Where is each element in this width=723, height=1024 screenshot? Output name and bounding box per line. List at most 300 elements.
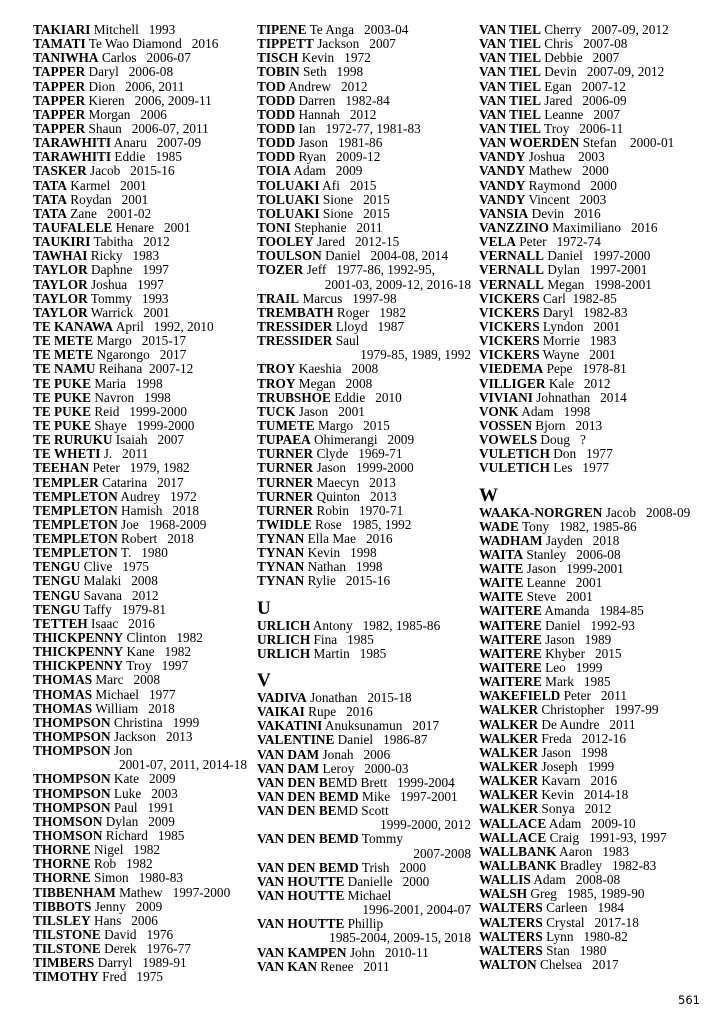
entry-surname: TE METE — [33, 333, 94, 349]
entry-details: Leanne 2001 — [523, 575, 603, 591]
index-entry — [257, 249, 479, 263]
entry-surname: VILLIGER — [479, 375, 546, 391]
entry-surname: TOULSON — [257, 248, 322, 264]
entry-surname: THICKPENNY — [33, 644, 124, 660]
entry-surname: TWIDLE — [257, 516, 312, 532]
entry-details: Darren 1982-84 — [295, 92, 390, 108]
entry-details: Richard 1985 — [102, 828, 185, 844]
index-entry — [257, 51, 479, 65]
entry-details: Kate 2009 — [110, 771, 176, 787]
entry-surname: WALKER — [479, 801, 539, 817]
entry-surname: TOOLEY — [257, 234, 314, 250]
index-entry — [257, 447, 479, 461]
entry-surname: WAAKA-NORGREN — [479, 504, 603, 520]
entry-surname: TOLUAKI — [257, 191, 320, 207]
entry-surname: VAN TIEL — [479, 106, 541, 122]
index-entry — [33, 787, 255, 801]
index-entry — [479, 221, 719, 235]
index-entry — [33, 631, 255, 645]
index-entry — [479, 249, 719, 263]
entry-surname: WAITE — [479, 575, 524, 591]
entry-details: Dylan 2009 — [102, 813, 175, 829]
entry-details: Daniel 2004-08, 2014 — [321, 248, 449, 264]
entry-surname: THORNE — [33, 870, 91, 886]
entry-details: Bjorn 2013 — [531, 417, 603, 433]
index-entry — [257, 193, 479, 207]
index-entry — [257, 80, 479, 94]
entry-details: Te Wao Diamond 2016 — [85, 36, 219, 52]
entry-surname: TREMBATH — [257, 304, 334, 320]
entry-surname: TARAWHITI — [33, 135, 112, 151]
entry-details: Daniel 1992-93 — [541, 617, 635, 633]
entry-details: Hamish 2018 — [117, 502, 199, 518]
index-entry — [479, 306, 719, 320]
entry-details: Sione 2015 — [319, 191, 390, 207]
entry-details: Kevin 1972 — [298, 50, 371, 66]
entry-surname: TAWHAI — [33, 248, 88, 264]
entry-surname: TODD — [257, 149, 296, 165]
entry-surname: TOIA — [257, 163, 291, 179]
entry-details: April 1992, 2010 — [113, 318, 214, 334]
index-entry — [33, 476, 255, 490]
entry-surname: TIPENE — [257, 22, 307, 37]
index-entry — [479, 760, 719, 774]
index-entry — [33, 603, 255, 617]
entry-surname: TYNAN — [257, 559, 305, 575]
index-entry — [257, 719, 479, 733]
entry-surname: VANZZINO — [479, 219, 549, 235]
entry-surname: WAITE — [479, 589, 524, 605]
index-entry — [479, 263, 719, 277]
index-entry — [257, 65, 479, 79]
entry-details: Joe 1968-2009 — [117, 516, 207, 532]
entry-surname: VULETICH — [479, 446, 550, 462]
entry-surname: TURNER — [257, 446, 314, 462]
entry-surname: TEEHAN — [33, 460, 90, 476]
entry-surname: WADE — [479, 518, 519, 534]
index-entry — [479, 65, 719, 79]
entry-details: Troy 2006-11 — [540, 120, 624, 136]
index-entry — [257, 306, 479, 320]
entry-surname: TILSTONE — [33, 927, 101, 942]
entry-surname: VAN TIEL — [479, 50, 541, 66]
entry-surname: TOLUAKI — [257, 177, 320, 193]
entry-details: Renee 2011 — [316, 958, 390, 974]
entry-surname: TIBBENHAM — [33, 884, 116, 900]
entry-surname: TEMPLER — [33, 474, 99, 490]
index-entry — [33, 574, 255, 588]
entry-details: Eddie 1985 — [111, 149, 182, 165]
entry-details: Jacob 2015-16 — [86, 163, 175, 179]
index-entry — [479, 718, 719, 732]
entry-details: Steve 2001 — [523, 589, 593, 605]
entry-surname: TEMPLETON — [33, 531, 118, 547]
entry-surname: VELA — [479, 234, 516, 250]
entry-details: Jacob 2008-09 — [602, 504, 691, 520]
entry-surname: VERNALL — [479, 276, 545, 292]
entry-continuation: 1996-2001, 2004-07 — [362, 902, 471, 918]
index-entry — [257, 804, 479, 818]
index-entry — [33, 122, 255, 136]
entry-details: Anaru 2007-09 — [111, 135, 202, 151]
entry-surname: TAPPER — [33, 106, 86, 122]
index-entry — [33, 150, 255, 164]
entry-details: Carleen 1984 — [542, 900, 625, 916]
entry-surname: THOMPSON — [33, 729, 111, 745]
index-entry — [257, 574, 479, 588]
entry-surname: TATA — [33, 177, 67, 193]
entry-details: Tommy 1993 — [87, 290, 169, 306]
entry-details: Marcus 1997-98 — [299, 290, 397, 306]
index-entry — [479, 647, 719, 661]
entry-surname: THORNE — [33, 856, 91, 872]
entry-surname: WALKER — [479, 744, 539, 760]
entry-surname: TRESSIDER — [257, 318, 333, 334]
entry-details: Morrie 1983 — [539, 333, 617, 349]
entry-surname: WALLBANK — [479, 858, 557, 874]
index-entry — [33, 94, 255, 108]
index-entry — [479, 534, 719, 548]
entry-surname: VAN KAMPEN — [257, 944, 347, 960]
index-entry — [33, 207, 255, 221]
entry-details: Luke 2003 — [110, 785, 178, 801]
index-entry — [33, 362, 255, 376]
entry-surname: THORNE — [33, 842, 91, 858]
entry-surname: TE PUKE — [33, 375, 91, 391]
index-entry — [33, 716, 255, 730]
entry-details: Kavarn 2016 — [538, 773, 618, 789]
index-entry — [479, 136, 719, 150]
index-column-2 — [257, 23, 479, 974]
entry-details: Kevin 1998 — [304, 545, 377, 561]
entry-details: Wayne 2001 — [539, 347, 616, 363]
index-entry — [33, 80, 255, 94]
entry-surname: VOSSEN — [479, 417, 532, 433]
index-entry — [479, 122, 719, 136]
entry-details: Craig 1991-93, 1997 — [546, 829, 667, 845]
entry-surname: THOMPSON — [33, 799, 111, 815]
entry-details: Maria 1998 — [91, 375, 163, 391]
entry-surname: VAN HOUTTE — [257, 916, 345, 932]
index-entry — [33, 942, 255, 956]
entry-details: Morgan 2006 — [85, 106, 167, 122]
index-entry — [33, 857, 255, 871]
entry-surname: WAITA — [479, 546, 524, 562]
entry-surname: TONI — [257, 219, 291, 235]
entry-details: Debbie 2007 — [540, 50, 620, 66]
entry-surname: TIMBERS — [33, 955, 95, 971]
entry-details: Isaiah 2007 — [112, 432, 185, 448]
index-entry — [479, 348, 719, 362]
index-entry — [33, 51, 255, 65]
index-entry — [33, 900, 255, 914]
entry-surname: VAN DEN B — [257, 774, 328, 790]
index-entry — [33, 334, 255, 348]
entry-surname: TROY — [257, 361, 296, 377]
index-entry — [33, 956, 255, 970]
entry-details: Jackson 2007 — [313, 36, 396, 52]
index-entry — [33, 461, 255, 475]
entry-surname: TEMPLETON — [33, 545, 118, 561]
entry-surname: TAKIARI — [33, 22, 91, 37]
entry-details: Derek 1976-77 — [100, 941, 191, 957]
entry-details: Rylie 2015-16 — [304, 573, 391, 589]
entry-continuation: 2001-03, 2009-12, 2016-18 — [324, 276, 471, 292]
entry-details: Jason 2001 — [295, 403, 365, 419]
entry-surname: VONK — [479, 403, 519, 419]
index-entry — [33, 560, 255, 574]
index-entry — [257, 94, 479, 108]
entry-surname: VAN DAM — [257, 760, 320, 776]
entry-surname: TRUBSHOE — [257, 389, 331, 405]
index-entry — [33, 546, 255, 560]
entry-surname: VANDY — [479, 163, 526, 179]
entry-surname: TIPPETT — [257, 36, 314, 52]
entry-surname: TE METE — [33, 347, 94, 363]
index-entry — [257, 362, 479, 376]
entry-details: Troy 1997 — [123, 658, 189, 674]
index-entry — [257, 832, 479, 846]
entry-surname: WALTERS — [479, 928, 543, 944]
entry-details: Clyde 1969-71 — [313, 446, 403, 462]
entry-surname: WALTERS — [479, 900, 543, 916]
index-entry — [479, 689, 719, 703]
entry-details: Khyber 2015 — [541, 645, 622, 661]
index-entry — [479, 774, 719, 788]
entry-details: Egan 2007-12 — [540, 78, 626, 94]
entry-details: Warrick 2001 — [87, 304, 170, 320]
index-entry — [479, 788, 719, 802]
entry-surname: THOMPSON — [33, 771, 111, 787]
entry-details: Kale 2012 — [545, 375, 611, 391]
entry-surname: WADHAM — [479, 532, 543, 548]
page-number: 561 — [678, 993, 700, 1007]
entry-surname: TISCH — [257, 50, 299, 66]
index-entry — [33, 65, 255, 79]
entry-details: Hannah 2012 — [295, 106, 377, 122]
index-entry — [257, 917, 479, 931]
entry-details: MD Scott — [336, 803, 389, 819]
index-entry — [33, 673, 255, 687]
index-entry — [479, 278, 719, 292]
entry-surname: TAUKIRI — [33, 234, 91, 250]
entry-details: Mike 1997-2001 — [358, 789, 458, 805]
entry-details: Lyndon 2001 — [539, 318, 621, 334]
entry-details: Peter 2011 — [560, 688, 627, 704]
entry-details: Devin 2016 — [528, 205, 601, 221]
index-entry — [479, 930, 719, 944]
entry-surname: VOWELS — [479, 432, 538, 448]
entry-surname: VAN DEN BEMD — [257, 859, 359, 875]
index-entry — [33, 377, 255, 391]
index-entry — [257, 691, 479, 705]
entry-surname: WALKER — [479, 759, 539, 775]
entry-details: Danielle 2000 — [344, 873, 430, 889]
entry-surname: THOMAS — [33, 686, 93, 702]
index-entry — [257, 633, 479, 647]
entry-details: Mathew 1997-2000 — [115, 884, 231, 900]
entry-surname: TEMPLETON — [33, 516, 118, 532]
index-entry — [257, 122, 479, 136]
index-entry — [257, 776, 479, 790]
entry-details: Chris 2007-08 — [540, 36, 628, 52]
index-entry — [257, 476, 479, 490]
entry-surname: VANSIA — [479, 205, 529, 221]
entry-surname: TAPPER — [33, 120, 86, 136]
entry-details: Mitchell 1993 — [90, 22, 176, 37]
index-entry — [257, 391, 479, 405]
index-entry — [479, 901, 719, 915]
index-entry — [33, 419, 255, 433]
index-entry — [33, 306, 255, 320]
entry-details: Shaun 2006-07, 2011 — [85, 120, 209, 136]
entry-details: Jason 1998 — [538, 744, 608, 760]
entry-surname: VANDY — [479, 177, 526, 193]
index-entry — [479, 292, 719, 306]
index-entry — [257, 705, 479, 719]
index-entry — [479, 831, 719, 845]
entry-surname: TYNAN — [257, 531, 305, 547]
entry-details: Michael — [344, 888, 392, 904]
entry-surname: WALKER — [479, 773, 539, 789]
entry-details: Reid 1999-2000 — [91, 403, 188, 419]
entry-details: Maecyn 2013 — [313, 474, 396, 490]
index-entry — [479, 590, 719, 604]
entry-details: Karmel 2001 — [66, 177, 147, 193]
entry-details: Carlos 2006-07 — [98, 50, 191, 66]
entry-details: John 2010-11 — [346, 944, 429, 960]
index-entry — [257, 377, 479, 391]
entry-details: Eddie 2010 — [330, 389, 402, 405]
entry-surname: TE RURUKU — [33, 432, 113, 448]
index-entry — [479, 80, 719, 94]
index-entry — [479, 604, 719, 618]
index-entry — [33, 292, 255, 306]
index-entry — [33, 801, 255, 815]
entry-surname: TEMPLETON — [33, 502, 118, 518]
entry-details: Robin 1970-71 — [313, 502, 404, 518]
entry-surname: THICKPENNY — [33, 658, 124, 674]
entry-surname: TANIWHA — [33, 50, 99, 66]
index-entry — [33, 702, 255, 716]
entry-surname: WAITERE — [479, 660, 542, 676]
entry-details: Doug ? — [537, 432, 586, 448]
entry-details: Phillip — [344, 916, 384, 932]
index-entry — [479, 37, 719, 51]
entry-details: Daryl 2006-08 — [85, 64, 174, 80]
entry-surname: TAPPER — [33, 92, 86, 108]
entry-details: Peter 1979, 1982 — [89, 460, 190, 476]
index-entry — [479, 845, 719, 859]
index-entry — [479, 802, 719, 816]
entry-surname: VERNALL — [479, 262, 545, 278]
entry-details: Trish 2000 — [358, 859, 426, 875]
index-entry — [257, 619, 479, 633]
entry-surname: VAN HOUTTE — [257, 888, 345, 904]
index-entry — [33, 772, 255, 786]
entry-details: Stephanie 2011 — [290, 219, 383, 235]
index-entry — [33, 193, 255, 207]
entry-details: Leanne 2007 — [540, 106, 620, 122]
entry-surname: TAPPER — [33, 78, 86, 94]
entry-surname: TYNAN — [257, 545, 305, 561]
index-entry — [257, 419, 479, 433]
entry-surname: VICKERS — [479, 347, 540, 363]
entry-details: Don 1977 — [549, 446, 613, 462]
entry-details: Ngarongo 2017 — [93, 347, 187, 363]
entry-details: Carl 1982-85 — [539, 290, 617, 306]
entry-surname: VULETICH — [479, 460, 550, 476]
entry-surname: VAN WOERDEN — [479, 135, 580, 151]
entry-details: Darryl 1989-91 — [94, 955, 187, 971]
entry-details: Henare 2001 — [112, 219, 191, 235]
entry-surname: TILSTONE — [33, 941, 101, 957]
entry-surname: VICKERS — [479, 304, 540, 320]
entry-details: Joseph 1999 — [538, 759, 615, 775]
index-entry — [33, 235, 255, 249]
entry-details: Martin 1985 — [310, 645, 387, 661]
index-entry — [257, 560, 479, 574]
entry-details: Christina 1999 — [110, 714, 200, 730]
entry-surname: TUPAEA — [257, 432, 311, 448]
entry-details: Marc 2008 — [92, 672, 161, 688]
entry-details: Cherry 2007-09, 2012 — [540, 22, 669, 37]
entry-details: Robert 2018 — [117, 531, 194, 547]
entry-details: Leroy 2000-03 — [319, 760, 409, 776]
entry-details: Margo 2015 — [314, 417, 390, 433]
entry-surname: THOMPSON — [33, 785, 111, 801]
index-entry — [33, 433, 255, 447]
entry-details: Greg 1985, 1989-90 — [527, 886, 645, 902]
index-entry — [33, 490, 255, 504]
index-entry — [479, 887, 719, 901]
index-column-3 — [479, 23, 719, 972]
entry-details: Tabitha 2012 — [90, 234, 170, 250]
entry-details: Maximiliano 2016 — [548, 219, 658, 235]
index-entry — [479, 817, 719, 831]
entry-surname: TATA — [33, 205, 67, 221]
entry-surname: WALKER — [479, 787, 539, 803]
entry-details: Vincent 2003 — [525, 191, 607, 207]
index-entry — [257, 179, 479, 193]
entry-surname: VIEDEMA — [479, 361, 544, 377]
index-entry — [257, 136, 479, 150]
index-entry — [257, 546, 479, 560]
entry-surname: TURNER — [257, 474, 314, 490]
entry-surname: WAITERE — [479, 645, 542, 661]
entry-surname: TATA — [33, 191, 67, 207]
index-entry — [33, 730, 255, 744]
index-entry — [479, 164, 719, 178]
index-entry — [33, 589, 255, 603]
section-letter-heading: V — [257, 670, 271, 692]
entry-continuation: 2001-07, 2011, 2014-18 — [118, 757, 247, 773]
index-entry — [479, 562, 719, 576]
entry-details: Jason 1989 — [541, 631, 612, 647]
index-entry — [479, 433, 719, 447]
entry-details: Chelsea 2017 — [536, 957, 619, 972]
entry-details: Daniel 1986-87 — [334, 732, 428, 748]
section-letter-heading: W — [479, 484, 498, 506]
entry-surname: VAN DEN BEMD — [257, 831, 359, 847]
entry-surname: VIVIANI — [479, 389, 533, 405]
entry-surname: TE NAMU — [33, 361, 96, 377]
index-entry — [33, 391, 255, 405]
section-letter-heading: U — [257, 597, 271, 619]
entry-surname: TAPPER — [33, 64, 86, 80]
index-entry — [33, 136, 255, 150]
entry-surname: TURNER — [257, 460, 314, 476]
